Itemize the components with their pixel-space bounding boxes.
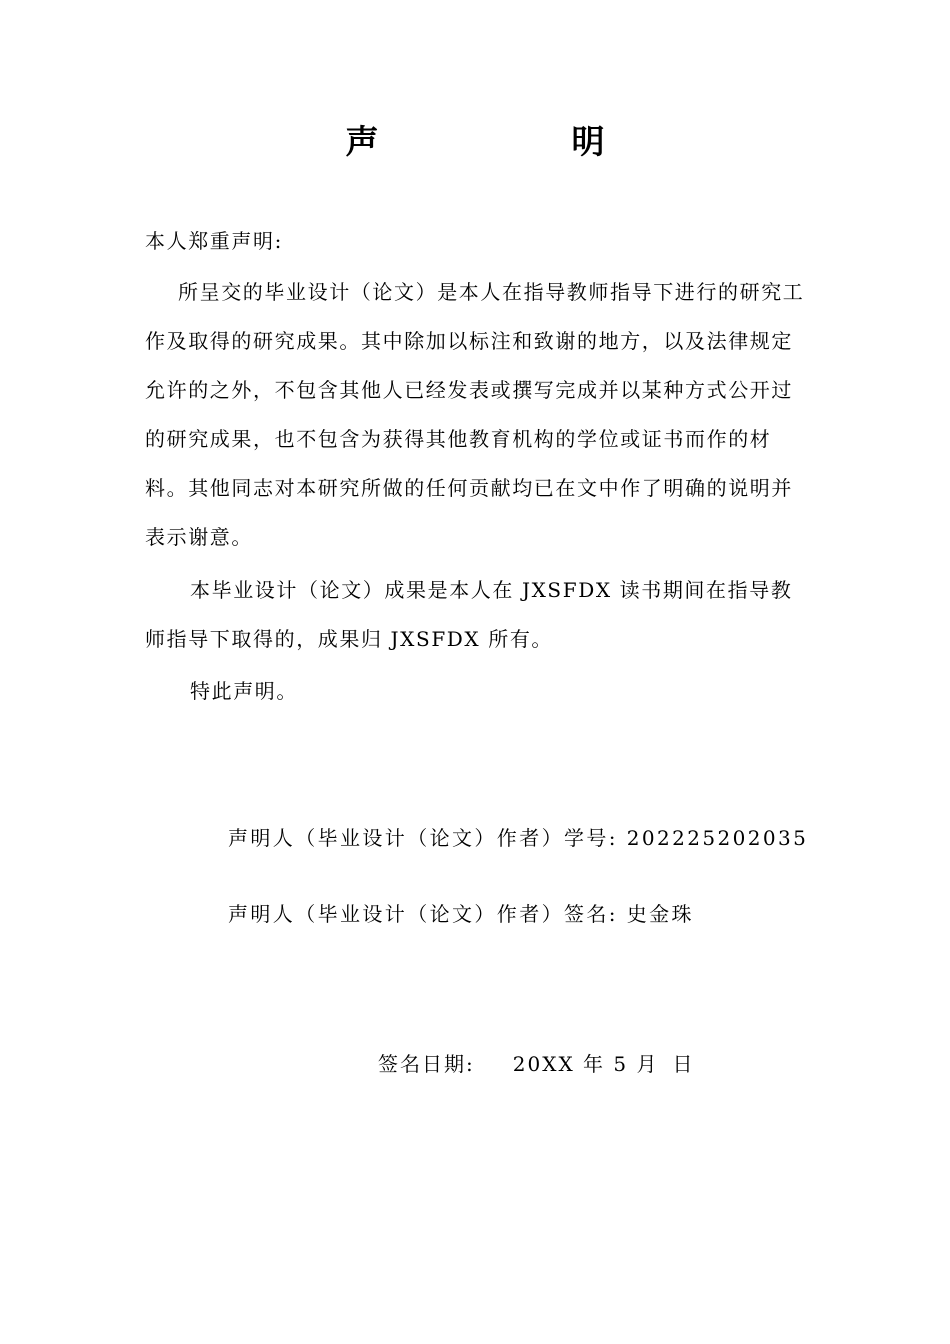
page-title: 声 明: [345, 122, 685, 161]
paragraph-ownership: 本毕业设计（论文）成果是本人在 JXSFDX 读书期间在指导教师指导下取得的，成果归 JXSFDX 所有。: [145, 578, 793, 651]
intro-line: 本人郑重声明:: [145, 229, 283, 253]
signature-value: 史金珠: [626, 902, 694, 926]
student-id-line: [228, 820, 808, 856]
student-id-value: 202225202035: [626, 826, 809, 850]
paragraph-closing: 特此声明。: [190, 679, 298, 703]
date-label: 签名日期:: [378, 1052, 475, 1076]
signature-line: [228, 896, 694, 932]
date-year: 20XX 年: [512, 1052, 606, 1076]
signature-label: 声明人（毕业设计（论文）作者）签名:: [228, 902, 618, 926]
student-id-label: 声明人（毕业设计（论文）作者）学号:: [228, 826, 618, 850]
date-day-unit: 日: [672, 1052, 695, 1076]
date-month: 5 月: [613, 1052, 659, 1076]
paragraph-originality: 所呈交的毕业设计（论文）是本人在指导教师指导下进行的研究工作及取得的研究成果。其中除加以标注和致谢的地方，以及法律规定允许的之外，不包含其他人已经发表或撰写完成并以某种方式公开过的研究成果，也不包含为获得其他教育机构的学位或证书而作的材料。其他同志对本研究所做的任何贡献均已在文中作了明确的说明并表示谢意。: [145, 280, 805, 549]
signature-date-line: [378, 1046, 695, 1082]
